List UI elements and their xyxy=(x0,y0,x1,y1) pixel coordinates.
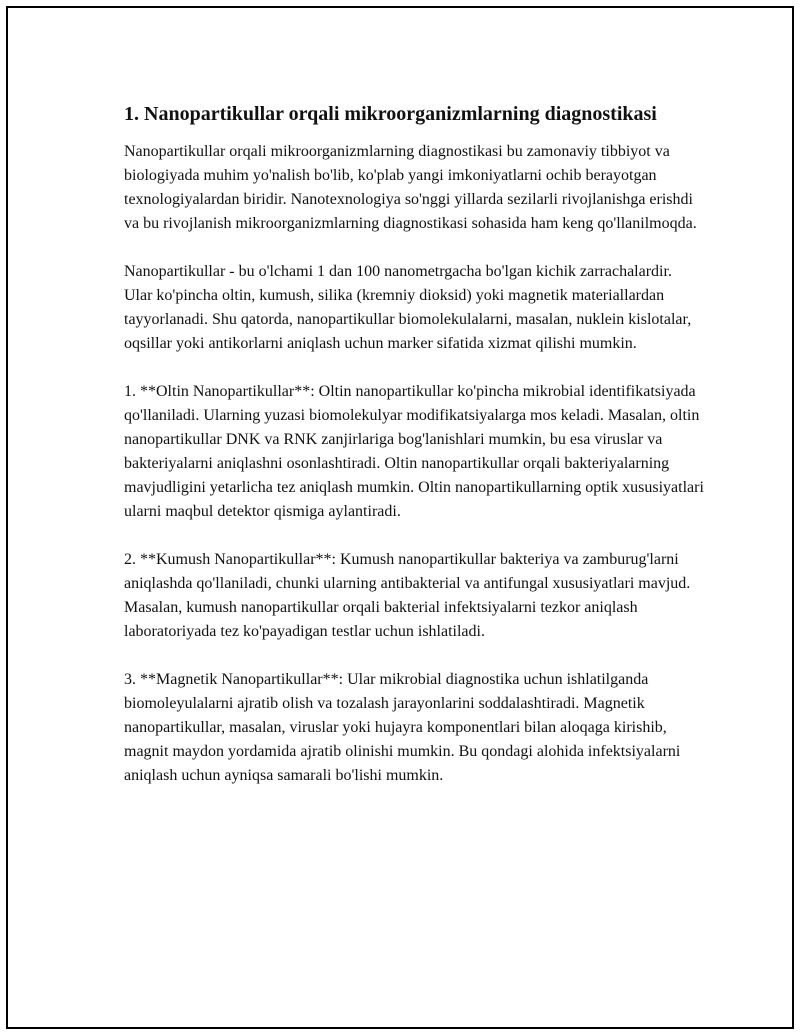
paragraph-magnetic: 3. **Magnetik Nanopartikullar**: Ular mikrobial diagnostika uchun ishlatilganda biomoleyulalarni ajratib olish va tozalash jarayonlarini soddalashtiradi. Magnetik nanopartikullar, masalan, viruslar yoki hujayra komponentlari bilan aloqaga kirishib, magnit maydon yordamida ajratib olinishi mumkin. Bu qondagi alohida infektsiyalarni aniqlash uchun ayniqsa samarali bo'lishi mumkin. xyxy=(124,671,681,784)
section-heading: 1. Nanopartikullar orqali mikroorganizmlarning diagnostikasi xyxy=(124,103,657,125)
page-border xyxy=(6,6,794,1029)
paragraph-gold: 1. **Oltin Nanopartikullar**: Oltin nanopartikullar ko'pincha mikrobial identifikatsiyada qo'llaniladi. Ularning yuzasi biomolekulyar modifikatsiyalarga mos keladi. Masalan, oltin nanopartikullar DNK va RNK zanjirlariga bog'lanishlari mumkin, bu esa viruslar va bakteriyalarni aniqlashni osonlashtiradi. Oltin nanopartikullar orqali bakteriyalarning mavjudligini yetarlicha tez aniqlash mumkin. Oltin nanopartikullarning optik xususiyatlari ularni maqbul detektor qismiga aylantiradi. xyxy=(124,383,704,520)
paragraph-definition: Nanopartikullar - bu o'lchami 1 dan 100 nanometrgacha bo'lgan kichik zarrachalardir. Ular ko'pincha oltin, kumush, silika (kremniy dioksid) yoki magnetik materiallardan tayyorlanadi. Shu qatorda, nanopartikullar biomolekulalarni, masalan, nuklein kislotalar, oqsillar yoki antikorlarni aniqlash uchun marker sifatida xizmat qilishi mumkin. xyxy=(124,263,692,352)
paragraph-intro: Nanopartikullar orqali mikroorganizmlarning diagnostikasi bu zamonaviy tibbiyot va biologiyada muhim yo'nalish bo'lib, ko'plab yangi imkoniyatlarni ochib berayotgan texnologiyalardan biridir. Nanotexnologiya so'nggi yillarda sezilarli rivojlanishga erishdi va bu rivojlanish mikroorganizmlarning diagnostikasi sohasida ham keng qo'llanilmoqda. xyxy=(124,143,697,232)
paragraph-silver: 2. **Kumush Nanopartikullar**: Kumush nanopartikullar bakteriya va zamburug'larni aniqlashda qo'llaniladi, chunki ularning antibakterial va antifungal xususiyatlari mavjud. Masalan, kumush nanopartikullar orqali bakterial infektsiyalarni tezkor aniqlash laboratoriyada tez ko'payadigan testlar uchun ishlatiladi. xyxy=(124,551,691,640)
document-body xyxy=(124,100,704,812)
